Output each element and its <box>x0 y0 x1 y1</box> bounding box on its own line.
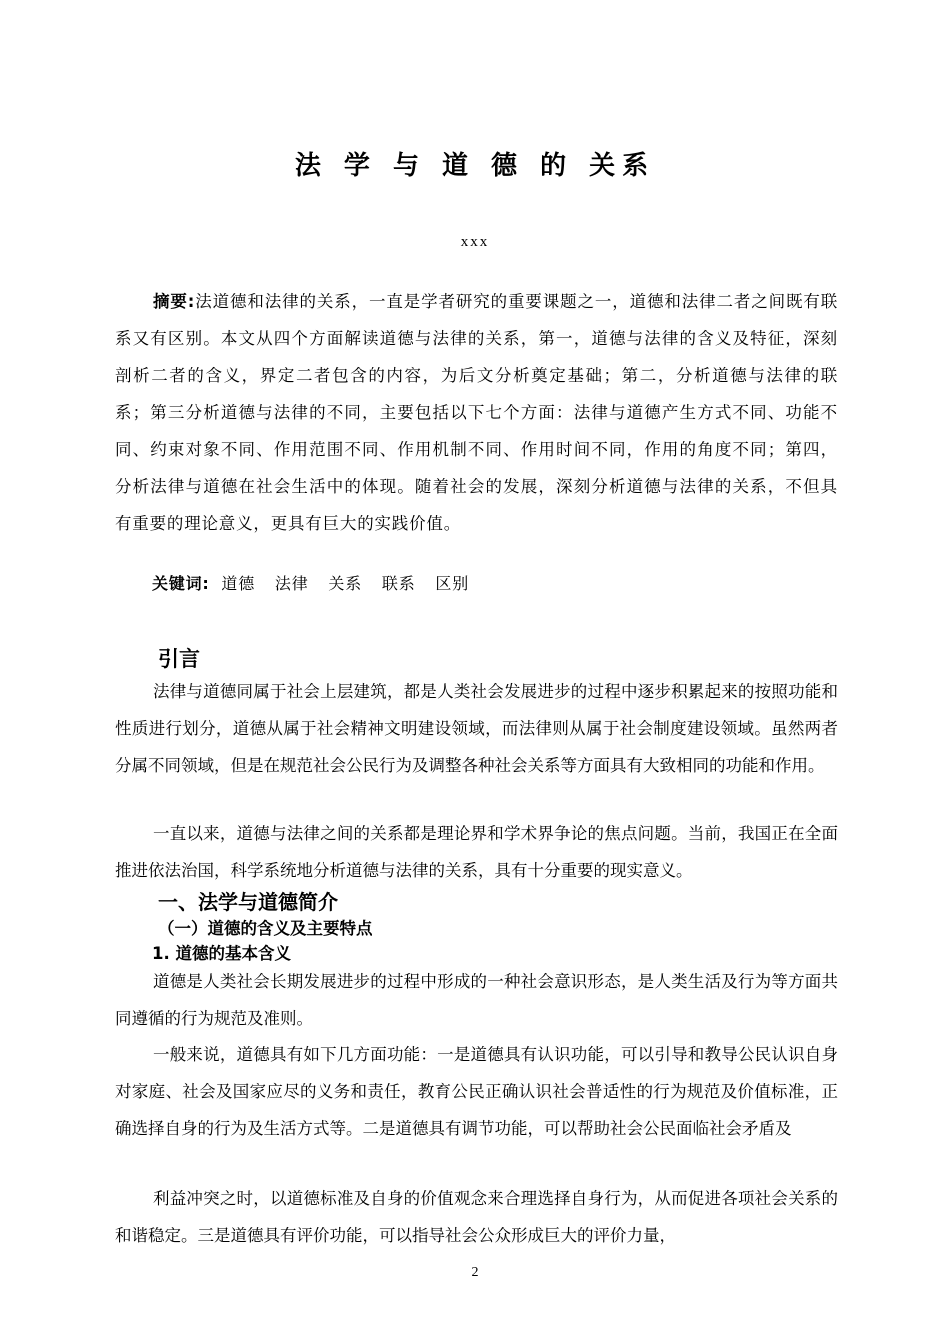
intro-paragraph: 一直以来，道德与法律之间的关系都是理论界和学术界争论的焦点问题。当前，我国正在全面推进依法治国，科学系统地分析道德与法律的关系，具有十分重要的现实意义。 <box>115 824 838 880</box>
keyword-item: 道德 <box>221 574 255 593</box>
keyword-item: 法律 <box>274 574 309 593</box>
subsection-heading: （一）道德的含义及主要特点 <box>158 919 373 938</box>
intro-paragraph: 法律与道德同属于社会上层建筑，都是人类社会发展进步的过程中逐步积累起来的按照功能和性质进行划分，道德从属于社会精神文明建设领域，而法律则从属于社会制度建设领域。虽然两者分属不同领域，但是在规范社会公民行为及调整各种社会关系等方面具有大致相同的功能和作用。 <box>115 682 838 775</box>
author-name: xxx <box>460 234 490 250</box>
body-paragraph: 一般来说，道德具有如下几方面功能：一是道德具有认识功能，可以引导和教导公民认识自身对家庭、社会及国家应尽的义务和责任，教育公民正确认识社会普适性的行为规范及价值标准，正确选择自身的行为及生活方式等。二是道德具有调节功能，可以帮助社会公民面临社会矛盾及 <box>115 1045 838 1138</box>
section-heading: 一、法学与道德简介 <box>158 890 338 914</box>
abstract-text: 法道德和法律的关系，一直是学者研究的重要课题之一，道德和法律二者之间既有联系又有区别。本文从四个方面解读道德与法律的关系，第一，道德与法律的含义及特征，深刻剖析二者的含义，界定二者包含的内容，为后文分析奠定基础；第二，分析道德与法律的联系；第三分析道德与法律的不同，主要包括以下七个方面：法律与道德产生方式不同、功能不同、约束对象不同、作用范围不同、作用机制不同、作用时间不同，作用的角度不同；第四，分析法律与道德在社会生活中的体现。随着社会的发展，深刻分析道德与法律的关系，不但具有重要的理论意义，更具有巨大的实践价值。 <box>115 292 838 533</box>
abstract-label: 摘要: <box>153 292 196 311</box>
keyword-item: 关系 <box>328 574 362 593</box>
keyword-item: 区别 <box>435 574 469 593</box>
abstract-paragraph <box>115 283 838 542</box>
intro-heading: 引言 <box>158 647 200 671</box>
keyword-item: 联系 <box>381 574 416 593</box>
keywords-line <box>152 570 838 598</box>
page-number: 2 <box>471 1265 479 1280</box>
subsubsection-heading: 1. 道德的基本含义 <box>152 944 291 963</box>
document-title: 法 学 与 道 德 的 关系 <box>294 151 656 181</box>
keywords-label: 关键词: <box>152 574 210 593</box>
body-paragraph: 利益冲突之时，以道德标准及自身的价值观念来合理选择自身行为，从而促进各项社会关系的和谐稳定。三是道德具有评价功能，可以指导社会公众形成巨大的评价力量， <box>115 1189 838 1245</box>
body-paragraph: 道德是人类社会长期发展进步的过程中形成的一种社会意识形态，是人类生活及行为等方面共同遵循的行为规范及准则。 <box>115 972 838 1028</box>
